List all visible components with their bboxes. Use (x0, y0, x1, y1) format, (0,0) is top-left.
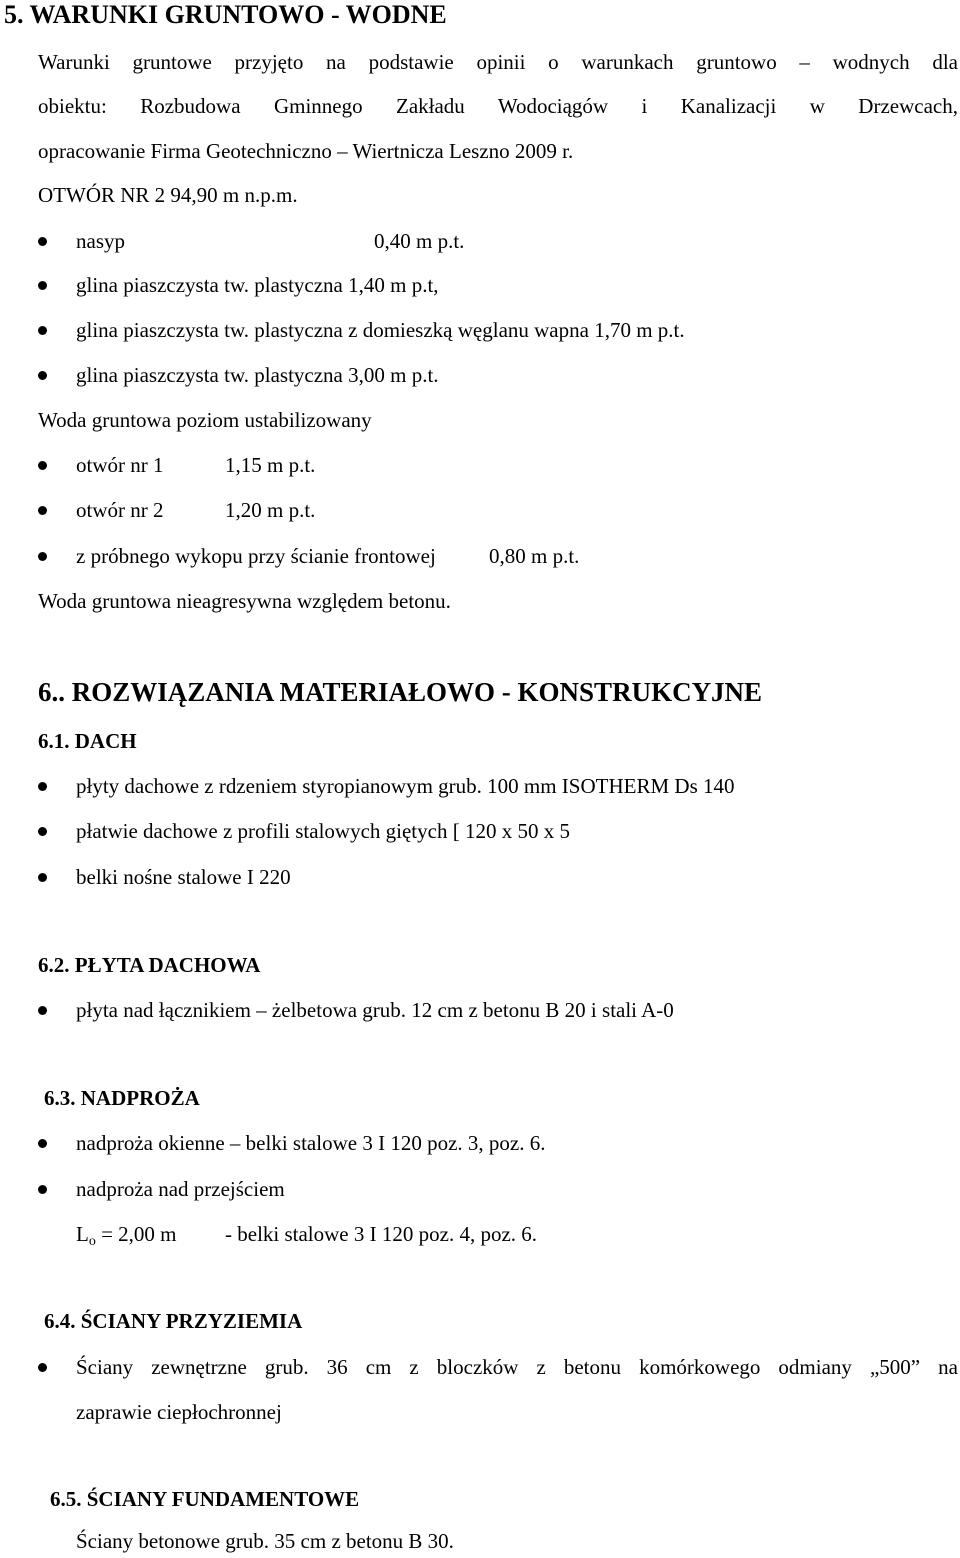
section-6-title: 6.. ROZWIĄZANIA MATERIAŁOWO - KONSTRUKCYJNE (38, 677, 763, 707)
layer-depth: 0,40 m p.t. (374, 229, 465, 253)
subsection-nadproza-title: 6.3. NADPROŻA (44, 1086, 200, 1110)
intro-line-3: opracowanie Firma Geotechniczno – Wiertnicza Leszno 2009 r. (38, 139, 574, 163)
subsection-plyta-title: 6.2. PŁYTA DACHOWA (38, 953, 261, 977)
dach-item: płatwie dachowe z profili stalowych giętych [ 120 x 50 x 5 (76, 819, 570, 843)
bullet-icon (38, 1139, 47, 1148)
nadproza-item: nadproża okienne – belki stalowe 3 I 120 poz. 3, poz. 6. (76, 1131, 546, 1155)
water-item-name: otwór nr 1 (76, 453, 164, 477)
water-title: Woda gruntowa poziom ustabilizowany (38, 408, 372, 432)
span-length-value: = 2,00 m (95, 1222, 177, 1246)
span-length-symbol: L (76, 1222, 89, 1246)
bullet-icon (38, 1185, 47, 1194)
bullet-icon (38, 281, 47, 290)
water-item-name: z próbnego wykopu przy ścianie frontowej (76, 544, 436, 568)
layer-name: nasyp (76, 229, 125, 253)
bullet-icon (38, 782, 47, 791)
layer-item: glina piaszczysta tw. plastyczna z domieszką węglanu wapna 1,70 m p.t. (76, 318, 685, 342)
sciany-przyziemia-line-2: zaprawie ciepłochronnej (76, 1400, 282, 1424)
layer-item: glina piaszczysta tw. plastyczna 1,40 m p.t, (76, 273, 439, 297)
subsection-dach-title: 6.1. DACH (38, 729, 137, 753)
intro-line-1: Warunki gruntowe przyjęto na podstawie opinii o warunkach gruntowo – wodnych dla (38, 50, 958, 74)
span-length (76, 1224, 177, 1249)
bullet-icon (38, 371, 47, 380)
bullet-icon (38, 552, 47, 561)
nadproza-item: nadproża nad przejściem (76, 1177, 285, 1201)
bullet-icon (38, 326, 47, 335)
water-item-depth: 1,20 m p.t. (225, 498, 316, 522)
water-item-depth: 1,15 m p.t. (225, 453, 316, 477)
intro-line-2: obiektu: Rozbudowa Gminnego Zakładu Wodociągów i Kanalizacji w Drzewcach, (38, 94, 958, 118)
water-note: Woda gruntowa nieagresywna względem betonu. (38, 589, 451, 613)
bullet-icon (38, 237, 47, 246)
water-item-name: otwór nr 2 (76, 498, 164, 522)
sciany-fundamentowe-text: Ściany betonowe grub. 35 cm z betonu B 30. (76, 1529, 454, 1553)
bullet-icon (38, 1006, 47, 1015)
dach-item: belki nośne stalowe I 220 (76, 865, 291, 889)
bullet-icon (38, 1363, 47, 1372)
subsection-sciany-przyziemia-title: 6.4. ŚCIANY PRZYZIEMIA (44, 1309, 303, 1333)
water-item-depth: 0,80 m p.t. (489, 544, 580, 568)
bullet-icon (38, 506, 47, 515)
dach-item: płyty dachowe z rdzeniem styropianowym grub. 100 mm ISOTHERM Ds 140 (76, 774, 735, 798)
span-length-desc: - belki stalowe 3 I 120 poz. 4, poz. 6. (225, 1222, 538, 1246)
span-length-subscript: o (88, 1234, 96, 1249)
section-5-title: 5. WARUNKI GRUNTOWO - WODNE (4, 0, 447, 29)
borehole-title: OTWÓR NR 2 94,90 m n.p.m. (38, 183, 298, 207)
bullet-icon (38, 873, 47, 882)
subsection-sciany-fundamentowe-title: 6.5. ŚCIANY FUNDAMENTOWE (50, 1487, 360, 1511)
bullet-icon (38, 461, 47, 470)
sciany-przyziemia-line-1: Ściany zewnętrzne grub. 36 cm z bloczków z betonu komórkowego odmiany „500” na (76, 1355, 958, 1379)
layer-item: glina piaszczysta tw. plastyczna 3,00 m p.t. (76, 363, 439, 387)
plyta-item: płyta nad łącznikiem – żelbetowa grub. 12 cm z betonu B 20 i stali A-0 (76, 998, 674, 1022)
bullet-icon (38, 827, 47, 836)
